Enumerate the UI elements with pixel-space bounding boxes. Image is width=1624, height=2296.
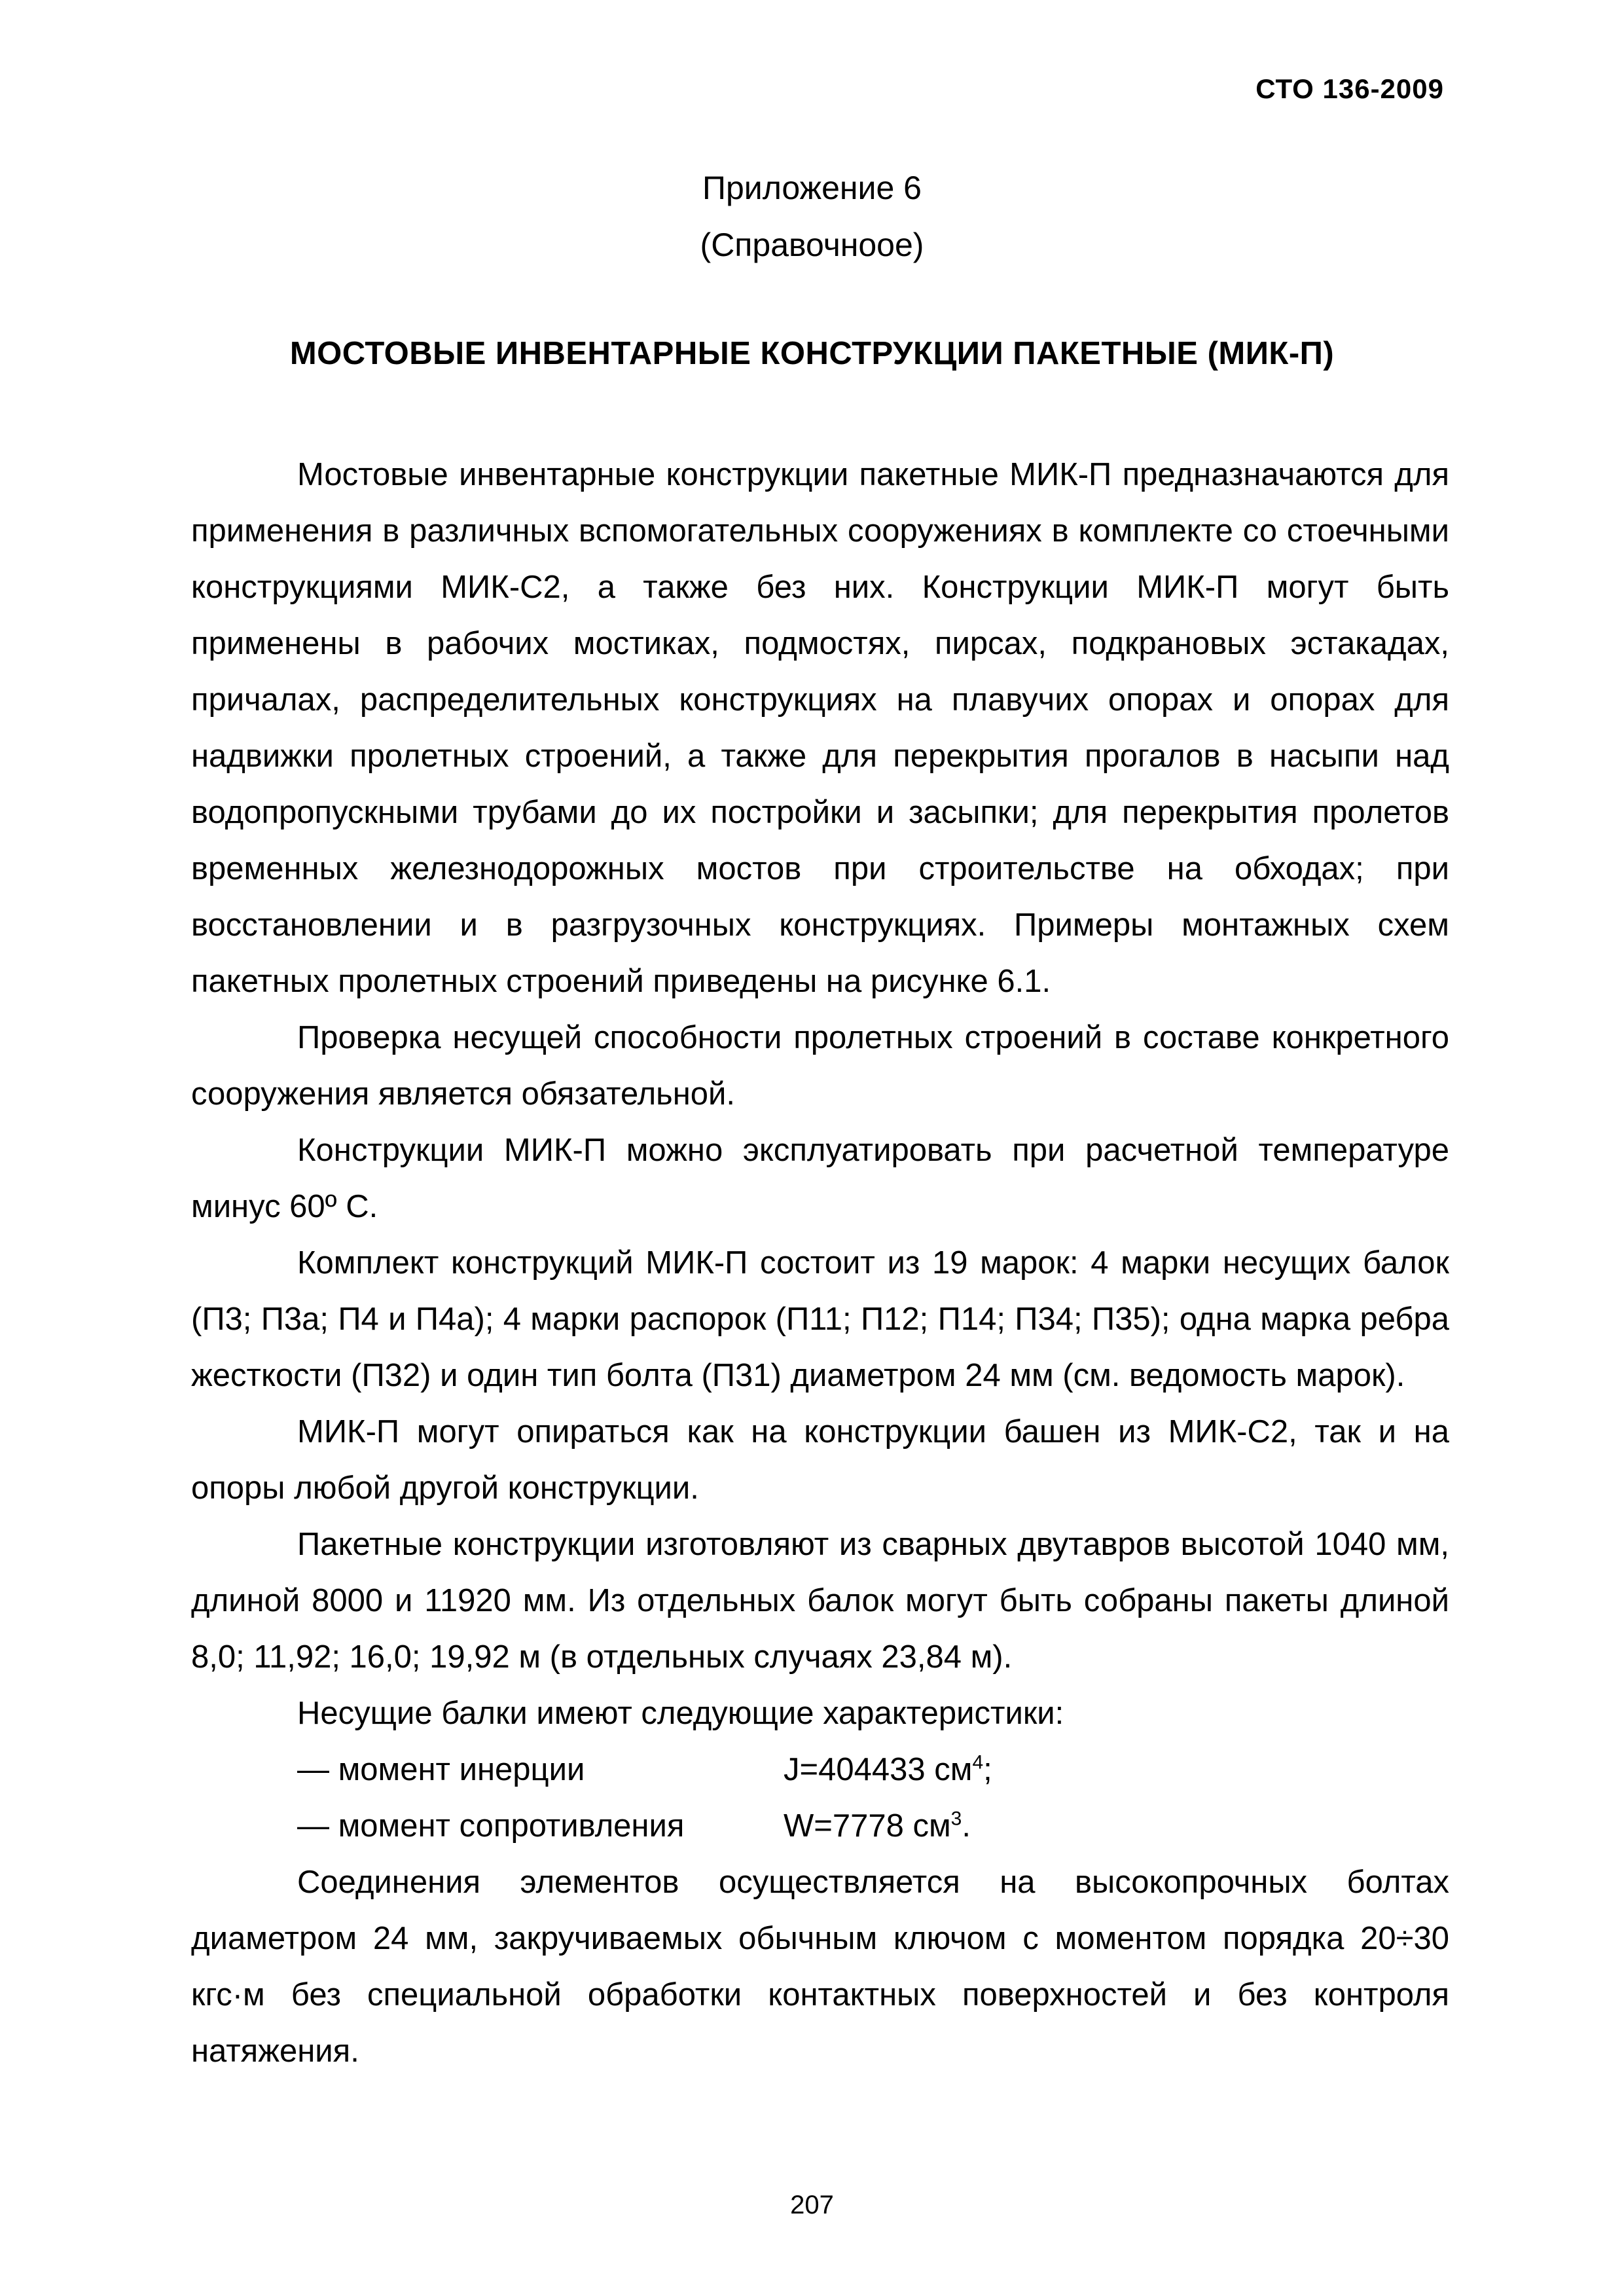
paragraph-characteristics-intro: Несущие балки имеют следующие характеристики: [297, 1696, 1064, 1731]
body-text [191, 446, 1449, 2079]
paragraph-verification: Проверка несущей способности пролетных строений в составе конкретного сооружения является обязательной. [191, 1020, 1449, 1112]
appendix-title: Приложение 6 [702, 170, 922, 206]
paragraph-supports: МИК-П могут опираться как на конструкции башен из МИК-С2, так и на опоры любой другой конструкции. [191, 1414, 1449, 1506]
page-number: 207 [790, 2191, 834, 2219]
characteristic-label: — момент сопротивления [297, 1808, 685, 1844]
paragraph-dimensions: Пакетные конструкции изготовляют из сварных двутавров высотой 1040 мм, длиной 8000 и 11920 мм. Из отдельных балок могут быть собраны пакеты длиной 8,0; 11,92; 16,0; 19,92 м (в отдельных случаях 23,84 м). [191, 1527, 1449, 1675]
section-title: МОСТОВЫЕ ИНВЕНТАРНЫЕ КОНСТРУКЦИИ ПАКЕТНЫЕ (МИК-П) [289, 336, 1335, 371]
characteristic-value: W=7778 $см^3$. [784, 1808, 971, 1844]
paragraph-connections: Соединения элементов осуществляется на высокопрочных болтах диаметром 24 мм, закручиваемых обычным ключом с моментом порядка 20÷30 кгс·м без специальной обработки контактных поверхностей и без контроля натяжения. [191, 1865, 1449, 2069]
paragraph-purpose: Мостовые инвентарные конструкции пакетные МИК-П предназначаются для применения в различных вспомогательных сооружениях в комплекте со стоечными конструкциями МИК-С2, а также без них. Конструкции МИК-П могут быть применены в рабочих мостиках, подмостях, пирсах, подкрановых эстакадах, причалах, распределительных конструкциях на плавучих опорах и опорах для надвижки пролетных строений, а также для перекрытия прогалов в насыпи над водопропускными трубами до их постройки и засыпки; для перекрытия пролетов временных железнодорожных мостов при строительстве на обходах; при восстановлении и в разгрузочных конструкциях. Примеры монтажных схем пакетных пролетных строений приведены на рисунке 6.1. [191, 457, 1449, 999]
characteristic-row [191, 1741, 1449, 1798]
appendix-subtitle: (Справочноое) [700, 227, 924, 263]
characteristic-value: J=404433 $см^4$; [784, 1751, 992, 1787]
characteristic-row [191, 1798, 1449, 1854]
paragraph-components: Комплект конструкций МИК-П состоит из 19 марок: 4 марки несущих балок (П3; П3а; П4 и П4а); 4 марки распорок (П11; П12; П14; П34; П35); одна марка ребра жесткости (П32) и один тип болта (П31) диаметром 24 мм (см. ведомость марок). [191, 1245, 1449, 1393]
paragraph-temperature: Конструкции МИК-П можно эксплуатировать при расчетной температуре минус 60º С. [191, 1133, 1449, 1224]
document-code: СТО 136-2009 [1255, 73, 1444, 104]
characteristic-label: — момент инерции [297, 1752, 585, 1787]
